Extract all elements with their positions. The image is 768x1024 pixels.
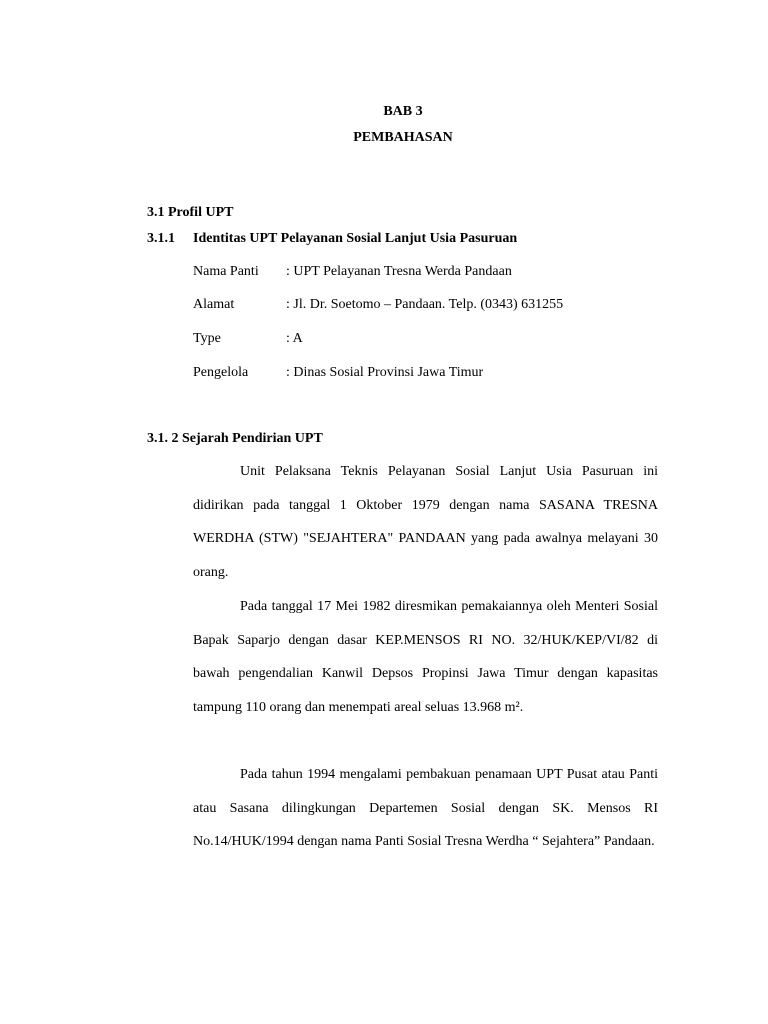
identity-label: Type: [193, 331, 221, 346]
chapter-number: BAB 3: [383, 104, 423, 119]
identity-value: : Dinas Sosial Provinsi Jawa Timur: [286, 365, 484, 380]
paragraph-1: Unit Pelaksana Teknis Pelayanan Sosial Lanjut Usia Pasuruan ini didirikan pada tanggal 1 Oktober 1979 dengan nama SASANA TRESNA WERDHA (STW) "SEJAHTERA" PANDAAN yang pada awalnya melayani 30 orang.: [193, 464, 658, 580]
identity-value: : Jl. Dr. Soetomo – Pandaan. Telp. (0343) 631255: [286, 297, 564, 312]
paragraph-2: Pada tanggal 17 Mei 1982 diresmikan pemakaiannya oleh Menteri Sosial Bapak Saparjo dengan dasar KEP.MENSOS RI NO. 32/HUK/KEP/VI/82 di bawah pengendalian Kanwil Depsos Propinsi Jawa Timur dengan kapasitas tampung 110 orang dan menempati areal seluas 13.968 m².: [193, 599, 658, 715]
identity-label: Alamat: [193, 297, 235, 312]
subsection-number: 3.1.1: [147, 231, 175, 246]
chapter-title: PEMBAHASAN: [353, 130, 453, 145]
identity-label: Pengelola: [193, 365, 249, 380]
paragraph-3: Pada tahun 1994 mengalami pembakuan penamaan UPT Pusat atau Panti atau Sasana dilingkungan Departemen Sosial dengan SK. Mensos RI No.14/HUK/1994 dengan nama Panti Sosial Tresna Werdha “ Sejahtera” Pandaan.: [193, 767, 658, 850]
subsection-title: Identitas UPT Pelayanan Sosial Lanjut Usia Pasuruan: [193, 231, 518, 246]
section-heading-sejarah: 3.1. 2 Sejarah Pendirian UPT: [147, 431, 323, 446]
identity-label: Nama Panti: [193, 264, 259, 279]
section-heading-profil: 3.1 Profil UPT: [147, 205, 234, 220]
identity-value: : UPT Pelayanan Tresna Werda Pandaan: [286, 264, 512, 279]
identity-value: : A: [286, 331, 303, 346]
